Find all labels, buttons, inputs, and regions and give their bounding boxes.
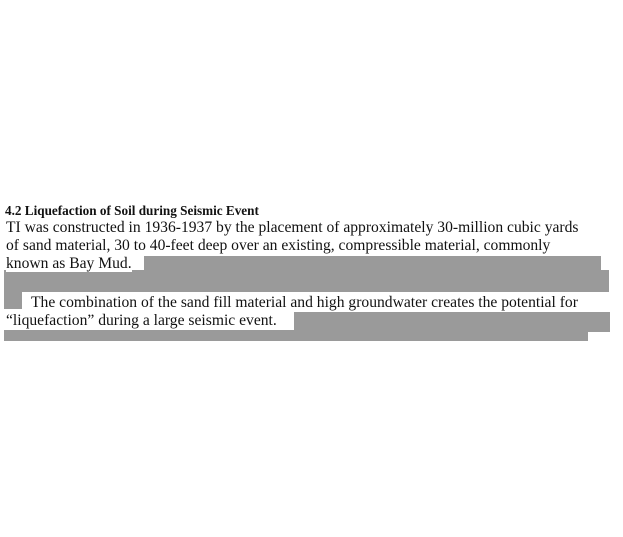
paragraph-line-text: “liquefaction” during a large seismic event.	[6, 312, 277, 329]
paragraph-line: TI was constructed in 1936-1937 by the placement of approximately 30-million cubic yards	[6, 219, 579, 236]
paragraph-line	[22, 294, 578, 312]
paragraph-line: of sand material, 30 to 40-feet deep over an existing, compressible material, commonly	[6, 237, 551, 254]
section-heading: 4.2 Liquefaction of Soil during Seismic Event	[5, 203, 259, 218]
highlight-block	[4, 292, 22, 309]
paragraph-line-text: known as Bay Mud.	[6, 255, 132, 272]
paragraph-line-text: The combination of the sand fill material and high groundwater creates the potential for	[22, 294, 578, 311]
highlight-block	[294, 312, 610, 332]
highlight-block	[4, 270, 609, 292]
paragraph-line	[6, 255, 132, 273]
paragraph-line	[6, 312, 277, 330]
highlight-block	[4, 330, 588, 341]
